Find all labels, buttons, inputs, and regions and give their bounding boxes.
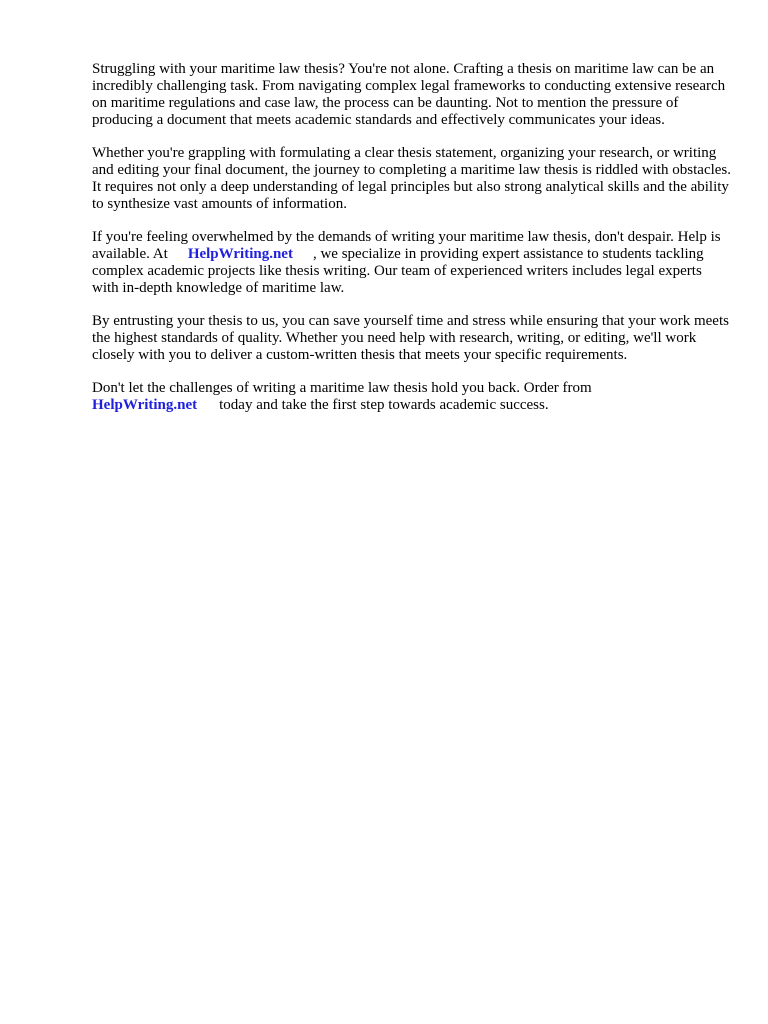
- paragraph-call-to-action: [92, 380, 732, 414]
- paragraph-call-to-action-tail: today and take the first step towards academic success.: [219, 397, 549, 413]
- paragraph-challenges: Whether you're grappling with formulating a clear thesis statement, organizing your research, or writing and editing your final document, the journey to completing a maritime law thesis is riddled with obstacles. It requires not only a deep understanding of legal principles but also strong analytical skills and the ability to synthesize vast amounts of information.: [92, 145, 732, 212]
- paragraph-help-offer-tail: , we specialize in providing expert assistance to students tackling complex academic projects like thesis writing. Our team of experienced writers includes legal experts with in-depth knowledge of maritime law.: [92, 246, 704, 296]
- paragraph-intro: Struggling with your maritime law thesis? You're not alone. Crafting a thesis on maritime law can be an incredibly challenging task. From navigating complex legal frameworks to conducting extensive research on maritime regulations and case law, the process can be daunting. Not to mention the pressure of producing a document that meets academic standards and effectively communicates your ideas.: [92, 61, 726, 128]
- helpwriting-link[interactable]: HelpWriting.net: [187, 246, 293, 262]
- paragraph-call-to-action-lead: Don't let the challenges of writing a maritime law thesis hold you back. Order from: [92, 380, 592, 396]
- paragraph-help-offer: [92, 229, 732, 297]
- document-body: [92, 61, 732, 430]
- helpwriting-link-order[interactable]: HelpWriting.net: [92, 397, 198, 413]
- paragraph-benefits: By entrusting your thesis to us, you can save yourself time and stress while ensuring that your work meets the highest standards of quality. Whether you need help with research, writing, or editing, we'll work closely with you to deliver a custom-written thesis that meets your specific requirements.: [92, 313, 729, 363]
- paragraph-help-offer-lead: If you're feeling overwhelmed by the demands of writing your maritime law thesis, don't despair. Help is available. At: [92, 229, 721, 262]
